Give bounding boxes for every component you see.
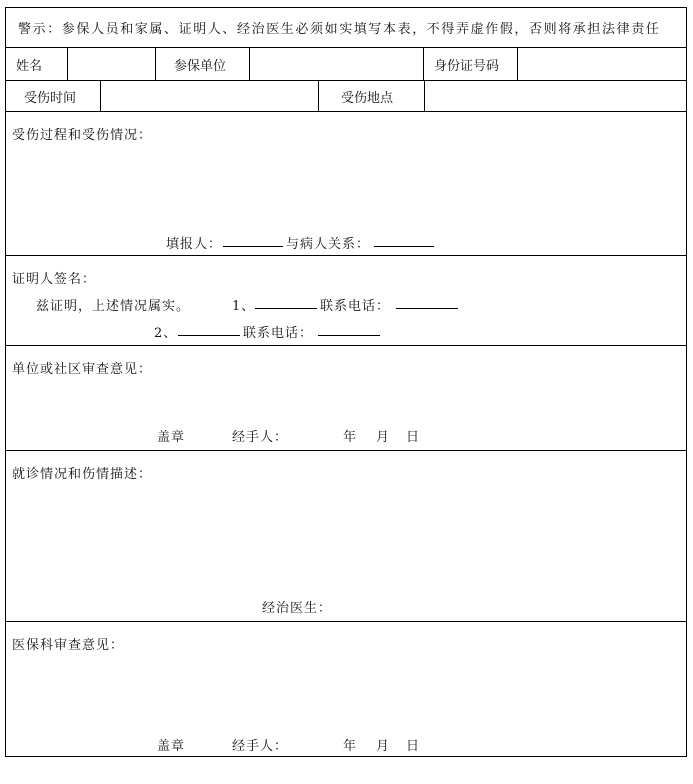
insurance-review-day: 日 xyxy=(406,739,421,754)
unit-review-handler-label: 经手人： xyxy=(232,430,289,445)
relation-label: 与病人关系： xyxy=(286,237,371,252)
filler-label: 填报人： xyxy=(166,237,223,252)
witness-1-phone-field[interactable] xyxy=(396,296,458,309)
insurance-review-handler-label: 经手人： xyxy=(232,739,289,754)
diagnosis-title: 就诊情况和伤情描述： xyxy=(12,467,153,482)
id-field[interactable] xyxy=(518,48,686,80)
injury-report-form xyxy=(5,7,687,757)
witness-section xyxy=(6,256,686,346)
unit-field[interactable] xyxy=(250,48,424,80)
insurance-review-section xyxy=(6,622,686,756)
injury-time-label: 受伤时间 xyxy=(6,81,101,111)
doctor-label: 经治医生： xyxy=(262,601,333,616)
witness-2-phone-field[interactable] xyxy=(318,323,380,336)
witness-statement: 兹证明，上述情况属实。 xyxy=(36,299,191,314)
injury-place-label: 受伤地点 xyxy=(319,81,425,111)
insurance-review-month: 月 xyxy=(376,739,391,754)
insurance-review-title: 医保科审查意见： xyxy=(12,638,125,653)
unit-review-title: 单位或社区审查意见： xyxy=(12,362,153,377)
injury-process-section xyxy=(6,112,686,256)
injury-process-title: 受伤过程和受伤情况： xyxy=(12,128,153,143)
injury-time-place-row xyxy=(6,81,686,112)
relation-field[interactable] xyxy=(374,234,434,247)
warning-text: 警示：参保人员和家属、证明人、经治医生必须如实填写本表，不得弄虚作假，否则将承担法律责任 xyxy=(18,22,661,37)
personal-info-row xyxy=(6,48,686,81)
warning-row xyxy=(6,8,686,48)
id-label: 身份证号码 xyxy=(424,48,518,80)
witness-2-number: 2、 xyxy=(154,326,178,341)
witness-2-phone-label: 联系电话： xyxy=(243,326,314,341)
unit-review-year: 年 xyxy=(343,430,358,445)
witness-1-phone-label: 联系电话： xyxy=(320,299,391,314)
witness-1-number: 1、 xyxy=(232,299,256,314)
unit-review-section xyxy=(6,346,686,451)
unit-label: 参保单位 xyxy=(156,48,250,80)
unit-review-day: 日 xyxy=(406,430,421,445)
unit-review-seal: 盖章 xyxy=(157,430,186,445)
witness-2-name-field[interactable] xyxy=(178,323,240,336)
filler-field[interactable] xyxy=(223,234,283,247)
unit-review-month: 月 xyxy=(376,430,391,445)
diagnosis-section xyxy=(6,451,686,622)
insurance-review-year: 年 xyxy=(343,739,358,754)
name-field[interactable] xyxy=(68,48,156,80)
witness-title: 证明人签名： xyxy=(12,272,97,287)
injury-time-field[interactable] xyxy=(101,81,319,111)
name-label: 姓名 xyxy=(6,48,68,80)
injury-place-field[interactable] xyxy=(425,81,686,111)
witness-1-name-field[interactable] xyxy=(255,296,317,309)
insurance-review-seal: 盖章 xyxy=(157,739,186,754)
